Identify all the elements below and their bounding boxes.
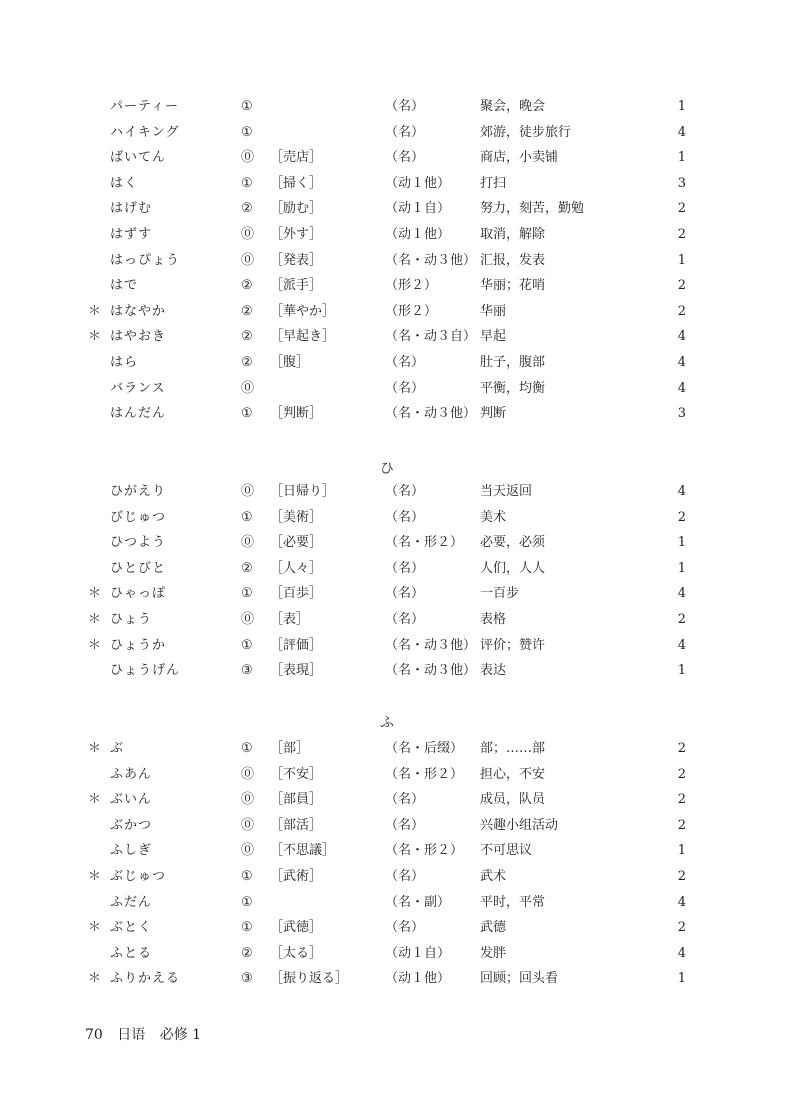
entry-lesson: 1 — [677, 843, 686, 859]
entry-part-of-speech: （名・副） — [385, 894, 451, 910]
vocab-entry — [0, 890, 800, 916]
vocab-entry — [0, 401, 800, 427]
vocab-entry — [0, 736, 800, 762]
new-word-marker: ＊ — [88, 868, 102, 884]
entry-kanji: ［早起き］ — [270, 329, 336, 345]
entry-part-of-speech: （名・形２） — [385, 766, 464, 782]
entry-meaning: 人们，人人 — [480, 560, 546, 576]
entry-kana: はげむ — [110, 201, 153, 217]
vocab-entry — [0, 505, 800, 531]
entry-accent: ① — [241, 741, 253, 756]
entry-meaning: 表格 — [480, 611, 507, 627]
entry-lesson: 2 — [677, 766, 686, 782]
book-volume: 必修 1 — [159, 1027, 202, 1043]
entry-kanji: ［部］ — [270, 741, 310, 756]
entry-meaning: 努力，刻苦，勤勉 — [480, 201, 585, 217]
vocab-entry — [0, 556, 800, 582]
vocab-entry — [0, 222, 800, 248]
entry-accent: ③ — [241, 663, 253, 679]
entry-lesson: 2 — [677, 868, 686, 884]
entry-meaning: 汇报，发表 — [480, 252, 546, 268]
entry-lesson: 4 — [677, 586, 686, 602]
entry-kanji: ［評価］ — [270, 637, 323, 653]
vocab-entry — [0, 787, 800, 813]
entry-accent: ⓪ — [241, 380, 255, 396]
entry-accent: ① — [241, 175, 253, 191]
entry-accent: ⓪ — [241, 150, 255, 166]
vocab-entry — [0, 581, 800, 607]
entry-accent: ① — [241, 99, 253, 114]
entry-kana: パーティー — [110, 99, 179, 114]
entry-accent: ⓪ — [241, 252, 255, 268]
entry-lesson: 4 — [677, 484, 686, 499]
entry-accent: ① — [241, 586, 253, 602]
entry-accent: ① — [241, 637, 253, 653]
vocab-entry — [0, 915, 800, 941]
entry-part-of-speech: （名） — [385, 560, 425, 576]
vocab-section-ha — [0, 94, 800, 427]
entry-part-of-speech: （名） — [385, 792, 425, 808]
vocab-section-hi — [0, 479, 800, 684]
entry-part-of-speech: （名） — [385, 509, 425, 525]
entry-meaning: 必要，必须 — [480, 535, 546, 551]
entry-meaning: 部；……部 — [480, 741, 546, 756]
entry-meaning: 表达 — [480, 663, 507, 679]
entry-list — [0, 479, 800, 684]
entry-kana: はやおき — [110, 329, 167, 345]
entry-part-of-speech: （名・动３自） — [385, 329, 477, 345]
entry-kanji: ［華やか］ — [270, 303, 336, 319]
entry-kana: ひょうか — [110, 637, 167, 653]
vocab-entry — [0, 633, 800, 659]
entry-meaning: 平衡，均衡 — [480, 380, 546, 396]
entry-lesson: 2 — [677, 201, 686, 217]
new-word-marker: ＊ — [88, 586, 102, 602]
entry-meaning: 打扫 — [480, 175, 507, 191]
entry-kana: はで — [110, 278, 139, 294]
entry-kanji: ［外す］ — [270, 226, 323, 242]
vocab-entry — [0, 273, 800, 299]
entry-meaning: 华丽 — [480, 303, 507, 319]
entry-meaning: 平时，平常 — [480, 894, 546, 910]
section-heading-fu: ふ — [380, 715, 394, 731]
entry-accent: ② — [241, 303, 253, 319]
vocab-section-fu — [0, 736, 800, 992]
vocab-entry — [0, 838, 800, 864]
entry-lesson: 3 — [677, 406, 686, 422]
entry-meaning: 兴趣小组活动 — [480, 817, 559, 833]
entry-lesson: 1 — [677, 150, 686, 166]
entry-part-of-speech: （名・动３他） — [385, 663, 477, 679]
vocab-entry — [0, 324, 800, 350]
entry-kanji: ［売店］ — [270, 150, 323, 166]
entry-lesson: 4 — [677, 329, 686, 345]
new-word-marker: ＊ — [88, 741, 102, 756]
entry-kana: びじゅつ — [110, 509, 167, 525]
entry-meaning: 郊游，徒步旅行 — [480, 124, 572, 140]
entry-kana: ハイキング — [110, 124, 180, 140]
new-word-marker: ＊ — [88, 920, 102, 936]
new-word-marker: ＊ — [88, 971, 102, 987]
entry-meaning: 华丽；花哨 — [480, 278, 546, 294]
vocab-entry — [0, 376, 800, 402]
entry-meaning: 早起 — [480, 329, 507, 345]
vocab-entry — [0, 248, 800, 274]
entry-accent: ① — [241, 124, 253, 140]
entry-kanji: ［腹］ — [270, 354, 310, 370]
entry-list — [0, 736, 800, 992]
entry-kana: ひがえり — [110, 484, 167, 499]
new-word-marker: ＊ — [88, 303, 102, 319]
entry-meaning: 成员，队员 — [480, 792, 546, 808]
entry-accent: ② — [241, 560, 253, 576]
entry-part-of-speech: （名・形２） — [385, 535, 464, 551]
entry-kana: はっぴょう — [110, 252, 181, 268]
entry-lesson: 4 — [677, 894, 686, 910]
entry-kana: ひゃっぽ — [110, 586, 167, 602]
entry-kanji: ［部活］ — [270, 817, 323, 833]
entry-kana: ぶとく — [110, 920, 153, 936]
entry-accent: ⓪ — [241, 843, 255, 859]
entry-part-of-speech: （动１自） — [385, 945, 451, 961]
entry-accent: ⓪ — [241, 792, 255, 808]
vocab-entry — [0, 479, 800, 505]
vocab-entry — [0, 350, 800, 376]
entry-part-of-speech: （名） — [385, 380, 425, 396]
vocab-entry — [0, 299, 800, 325]
book-title: 日语 — [117, 1027, 146, 1043]
entry-kanji: ［太る］ — [270, 945, 323, 961]
entry-list — [0, 94, 800, 427]
entry-part-of-speech: （动１他） — [385, 175, 451, 191]
entry-meaning: 一百步 — [480, 586, 520, 602]
entry-part-of-speech: （名） — [385, 124, 425, 140]
entry-part-of-speech: （名） — [385, 868, 425, 884]
entry-lesson: 1 — [677, 99, 686, 114]
entry-kanji: ［人々］ — [270, 560, 323, 576]
entry-accent: ⓪ — [241, 484, 255, 499]
entry-meaning: 取消，解除 — [480, 226, 546, 242]
entry-part-of-speech: （名・动３他） — [385, 406, 477, 422]
entry-part-of-speech: （形２） — [385, 278, 438, 294]
entry-accent: ⓪ — [241, 535, 255, 551]
entry-accent: ② — [241, 278, 253, 294]
entry-meaning: 不可思议 — [480, 843, 533, 859]
entry-lesson: 2 — [677, 817, 686, 833]
entry-kanji: ［武徳］ — [270, 920, 323, 936]
entry-part-of-speech: （名） — [385, 920, 425, 936]
entry-kanji: ［表現］ — [270, 663, 323, 679]
new-word-marker: ＊ — [88, 329, 102, 345]
entry-meaning: 商店，小卖铺 — [480, 150, 559, 166]
vocab-entry — [0, 941, 800, 967]
entry-kana: ひょう — [110, 611, 153, 627]
entry-accent: ① — [241, 894, 253, 910]
entry-accent: ① — [241, 868, 253, 884]
entry-lesson: 2 — [677, 920, 686, 936]
entry-kanji: ［派手］ — [270, 278, 323, 294]
entry-part-of-speech: （名） — [385, 586, 425, 602]
section-heading-hi: ひ — [380, 461, 394, 477]
entry-lesson: 2 — [677, 741, 686, 756]
entry-lesson: 2 — [677, 509, 686, 525]
entry-accent: ⓪ — [241, 611, 255, 627]
entry-kana: ふだん — [110, 894, 153, 910]
entry-kana: はずす — [110, 226, 153, 242]
entry-lesson: 1 — [677, 535, 686, 551]
entry-part-of-speech: （名・动３他） — [385, 252, 477, 268]
entry-kana: ひとびと — [110, 560, 167, 576]
entry-kana: ふしぎ — [110, 843, 153, 859]
entry-kana: ぶかつ — [110, 817, 153, 833]
entry-kana: ぶ — [110, 741, 125, 756]
entry-lesson: 1 — [677, 252, 686, 268]
new-word-marker: ＊ — [88, 792, 102, 808]
entry-accent: ② — [241, 945, 253, 961]
entry-kana: ばいてん — [110, 150, 167, 166]
vocab-entry — [0, 120, 800, 146]
vocab-entry — [0, 145, 800, 171]
entry-part-of-speech: （名） — [385, 99, 425, 114]
entry-kanji: ［日帰り］ — [270, 484, 336, 499]
vocab-entry — [0, 864, 800, 890]
new-word-marker: ＊ — [88, 611, 102, 627]
entry-kana: ふあん — [110, 766, 153, 782]
entry-kanji: ［部員］ — [270, 792, 323, 808]
entry-part-of-speech: （动１自） — [385, 201, 451, 217]
vocab-entry — [0, 762, 800, 788]
entry-kana: はなやか — [110, 303, 167, 319]
entry-part-of-speech: （动１他） — [385, 226, 451, 242]
entry-part-of-speech: （动１他） — [385, 971, 451, 987]
entry-part-of-speech: （名） — [385, 354, 425, 370]
entry-lesson: 4 — [677, 945, 686, 961]
entry-part-of-speech: （名） — [385, 817, 425, 833]
entry-kanji: ［百歩］ — [270, 586, 323, 602]
entry-kanji: ［励む］ — [270, 201, 323, 217]
entry-kana: ふとる — [110, 945, 153, 961]
entry-part-of-speech: （名・形２） — [385, 843, 464, 859]
entry-meaning: 肚子，腹部 — [480, 354, 546, 370]
entry-lesson: 1 — [677, 971, 686, 987]
entry-kanji: ［発表］ — [270, 252, 323, 268]
entry-kana: ぶじゅつ — [110, 868, 167, 884]
entry-lesson: 1 — [677, 560, 686, 576]
vocab-entry — [0, 171, 800, 197]
entry-kanji: ［判断］ — [270, 406, 323, 422]
entry-kana: ふりかえる — [110, 971, 181, 987]
page-number: 70 — [85, 1027, 103, 1043]
entry-part-of-speech: （名・后缀） — [385, 741, 464, 756]
entry-kanji: ［表］ — [270, 611, 310, 627]
entry-part-of-speech: （名） — [385, 484, 425, 499]
entry-kana: はんだん — [110, 406, 167, 422]
entry-accent: ⓪ — [241, 766, 255, 782]
entry-meaning: 当天返回 — [480, 484, 533, 499]
entry-lesson: 2 — [677, 226, 686, 242]
page-footer — [85, 1024, 211, 1044]
vocab-entry — [0, 966, 800, 992]
entry-meaning: 美术 — [480, 509, 507, 525]
entry-meaning: 聚会，晚会 — [480, 99, 546, 114]
entry-lesson: 1 — [677, 663, 686, 679]
entry-accent: ① — [241, 509, 253, 525]
entry-lesson: 2 — [677, 278, 686, 294]
vocab-entry — [0, 196, 800, 222]
entry-accent: ① — [241, 406, 253, 422]
vocab-entry — [0, 658, 800, 684]
entry-part-of-speech: （名・动３他） — [385, 637, 477, 653]
entry-kanji: ［必要］ — [270, 535, 323, 551]
entry-kanji: ［不安］ — [270, 766, 323, 782]
entry-meaning: 评价；赞许 — [480, 637, 546, 653]
entry-kana: ひつよう — [110, 535, 167, 551]
entry-kanji: ［振り返る］ — [270, 971, 349, 987]
entry-part-of-speech: （形２） — [385, 303, 438, 319]
entry-meaning: 武术 — [480, 868, 507, 884]
entry-lesson: 4 — [677, 354, 686, 370]
new-word-marker: ＊ — [88, 637, 102, 653]
vocab-entry — [0, 530, 800, 556]
entry-accent: ⓪ — [241, 817, 255, 833]
entry-lesson: 2 — [677, 303, 686, 319]
entry-kana: はら — [110, 354, 139, 370]
entry-kana: バランス — [110, 380, 166, 396]
entry-accent: ① — [241, 920, 253, 936]
vocab-entry — [0, 813, 800, 839]
entry-accent: ⓪ — [241, 226, 255, 242]
entry-meaning: 武德 — [480, 920, 507, 936]
entry-part-of-speech: （名） — [385, 611, 425, 627]
entry-kana: はく — [110, 175, 139, 191]
entry-meaning: 发胖 — [480, 945, 507, 961]
entry-lesson: 2 — [677, 611, 686, 627]
entry-lesson: 4 — [677, 124, 686, 140]
entry-meaning: 回顾；回头看 — [480, 971, 559, 987]
entry-lesson: 3 — [677, 175, 686, 191]
vocab-entry — [0, 94, 800, 120]
entry-kanji: ［掃く］ — [270, 175, 323, 191]
entry-kanji: ［美術］ — [270, 509, 323, 525]
entry-kanji: ［武術］ — [270, 868, 323, 884]
entry-kanji: ［不思議］ — [270, 843, 336, 859]
entry-kana: ぶいん — [110, 792, 153, 808]
entry-accent: ② — [241, 329, 253, 345]
entry-meaning: 担心，不安 — [480, 766, 546, 782]
entry-part-of-speech: （名） — [385, 150, 425, 166]
entry-accent: ③ — [241, 971, 253, 987]
entry-kana: ひょうげん — [110, 663, 181, 679]
entry-accent: ② — [241, 201, 253, 217]
entry-lesson: 4 — [677, 637, 686, 653]
entry-meaning: 判断 — [480, 406, 507, 422]
entry-lesson: 2 — [677, 792, 686, 808]
entry-lesson: 4 — [677, 380, 686, 396]
vocab-entry — [0, 607, 800, 633]
entry-accent: ② — [241, 354, 253, 370]
